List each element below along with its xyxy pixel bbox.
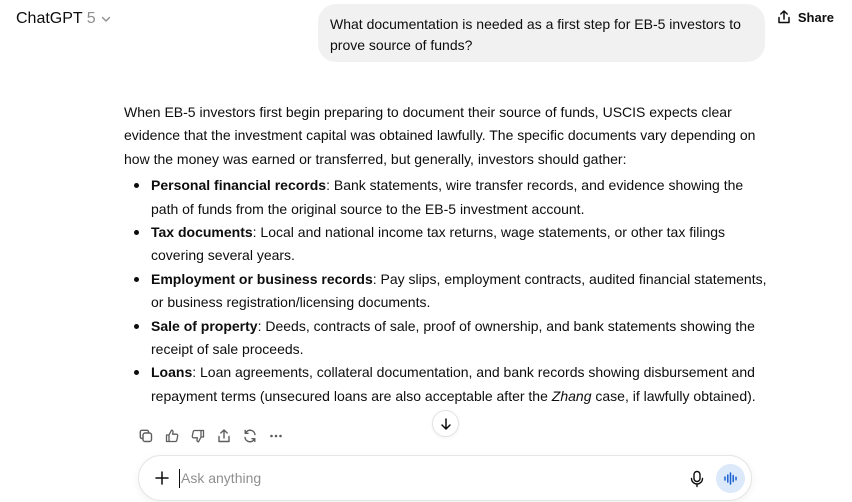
good-response-button[interactable]: [162, 426, 182, 446]
item-title: Tax documents: [151, 224, 253, 241]
voice-mode-button[interactable]: [716, 464, 745, 493]
share-icon: [216, 428, 232, 444]
share-icon: [776, 9, 792, 25]
more-icon: [268, 428, 284, 444]
arrow-down-icon: [439, 417, 453, 431]
user-message-text: What documentation is needed as a first step for EB-5 investors to prove source of funds?: [330, 16, 741, 53]
microphone-icon[interactable]: [689, 470, 705, 488]
list-item: [124, 361, 774, 408]
share-label: Share: [797, 9, 834, 25]
item-text: : Deeds, contracts of sale, proof of ownership, and bank statements showing the receipt of sale proceeds.: [151, 317, 755, 358]
list-item: [124, 268, 774, 315]
item-title: Employment or business records: [151, 270, 373, 287]
item-text: : Loan agreements, collateral documentation, and bank records showing disbursement and repayment terms (unsecured loans are also acceptable after the: [151, 364, 755, 404]
answer-list: [124, 174, 774, 408]
regenerate-icon: [242, 428, 258, 444]
waveform-icon: [723, 471, 738, 486]
item-text: : Local and national income tax returns, wage statements, or other tax filings covering several years.: [151, 224, 726, 264]
list-item: [124, 221, 774, 268]
item-text: : Bank statements, wire transfer records, and evidence showing the path of funds from the original source to the EB-5 investment account.: [151, 177, 744, 217]
model-selector[interactable]: [16, 10, 112, 28]
bad-response-button[interactable]: [188, 426, 208, 446]
item-title: Loans: [151, 364, 193, 381]
item-title: Sale of property: [151, 317, 258, 334]
text-cursor: [179, 469, 180, 488]
scroll-to-bottom-button[interactable]: [432, 410, 459, 437]
item-text: case, if lawfully obtained).: [591, 387, 756, 404]
model-version: 5: [86, 10, 96, 27]
thumbs-up-icon: [164, 428, 180, 444]
assistant-answer: [124, 101, 774, 408]
regenerate-button[interactable]: [240, 426, 260, 446]
plus-icon[interactable]: [153, 469, 171, 487]
copy-icon: [138, 428, 154, 444]
answer-intro: When EB-5 investors first begin preparing to document their source of funds, USCIS expects clear evidence that the investment capital was obtained lawfully. The specific documents vary depending on how the money was earned or transferred, but generally, investors should gather:: [124, 104, 756, 167]
share-button[interactable]: [776, 9, 834, 25]
copy-button[interactable]: [136, 426, 156, 446]
item-title: Personal financial records: [151, 177, 327, 194]
list-item: [124, 174, 774, 221]
thumbs-down-icon: [190, 428, 206, 444]
composer: [138, 455, 752, 501]
prompt-input[interactable]: [181, 466, 681, 490]
user-message-bubble: [318, 4, 765, 62]
more-actions-button[interactable]: [266, 426, 286, 446]
message-actions: [136, 426, 286, 446]
item-text: : Pay slips, employment contracts, audited financial statements, or business registration/licensing documents.: [151, 270, 767, 311]
share-response-button[interactable]: [214, 426, 234, 446]
case-name: Zhang: [551, 387, 592, 404]
list-item: [124, 315, 774, 362]
chevron-down-icon: [100, 13, 112, 25]
model-name: ChatGPT: [16, 10, 83, 27]
